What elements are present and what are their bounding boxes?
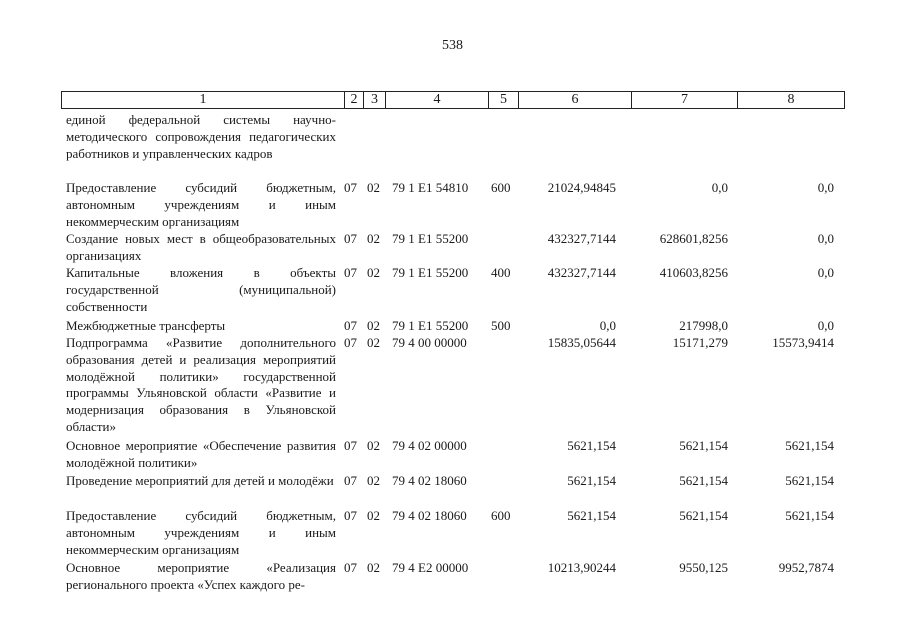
col-header-4: 4: [433, 92, 441, 107]
cell-razdel: 07: [344, 473, 357, 488]
cell-podrazdel: 02: [367, 473, 380, 488]
row-name: Основное мероприятие «Обеспечение развития молодёжной политики»: [66, 438, 336, 470]
row-name: Предоставление субсидий бюджетным, автономным учреждениям и иным некоммерческим организациям: [66, 180, 336, 229]
cell-podrazdel: 02: [367, 180, 380, 195]
row-name: Проведение мероприятий для детей и молодёжи: [66, 473, 334, 488]
cell-amount-1: 432327,7144: [547, 231, 616, 246]
cell-podrazdel: 02: [367, 335, 380, 350]
cell-target-article: 79 4 02 18060: [392, 473, 467, 488]
cell-podrazdel: 02: [367, 438, 380, 453]
cell-amount-2: 5621,154: [679, 438, 728, 453]
cell-expense-type: 600: [491, 180, 511, 195]
page-number: 538: [442, 38, 463, 53]
cell-amount-3: 5621,154: [785, 473, 834, 488]
cell-amount-2: 628601,8256: [659, 231, 728, 246]
cell-amount-1: 5621,154: [567, 508, 616, 523]
cell-amount-1: 10213,90244: [547, 560, 616, 575]
cell-amount-2: 410603,8256: [659, 265, 728, 280]
table-header: [61, 91, 845, 109]
cell-amount-2: 15171,279: [672, 335, 728, 350]
cell-target-article: 79 1 E1 55200: [392, 265, 469, 280]
cell-amount-3: 0,0: [817, 180, 834, 195]
col-header-3: 3: [371, 92, 378, 107]
cell-expense-type: 500: [491, 318, 511, 333]
cell-amount-3: 5621,154: [785, 438, 834, 453]
cell-amount-2: 217998,0: [679, 318, 728, 333]
cell-podrazdel: 02: [367, 231, 380, 246]
cell-target-article: 79 4 E2 00000: [392, 560, 469, 575]
cell-target-article: 79 1 E1 54810: [392, 180, 469, 195]
row-name: Основное мероприятие «Реализация регионального проекта «Успех каждого ре-: [66, 560, 336, 592]
cell-amount-3: 15573,9414: [772, 335, 834, 350]
row-name: единой федеральной системы научно-методического сопровождения педагогических работников и управленческих кадров: [66, 112, 336, 161]
cell-podrazdel: 02: [367, 560, 380, 575]
row-name: Подпрограмма «Развитие дополнительного образования детей и реализация мероприятий молодёжной политики» государственной программы Ульяновской области «Развитие и модернизация образования в Ульяновской области»: [66, 335, 336, 434]
cell-target-article: 79 4 02 18060: [392, 508, 467, 523]
cell-target-article: 79 4 02 00000: [392, 438, 467, 453]
cell-amount-2: 0,0: [711, 180, 728, 195]
cell-razdel: 07: [344, 265, 357, 280]
cell-amount-1: 5621,154: [567, 473, 616, 488]
cell-amount-1: 5621,154: [567, 438, 616, 453]
row-name: Предоставление субсидий бюджетным, автономным учреждениям и иным некоммерческим организациям: [66, 508, 336, 557]
cell-amount-1: 0,0: [599, 318, 616, 333]
cell-razdel: 07: [344, 508, 357, 523]
cell-amount-3: 0,0: [817, 318, 834, 333]
cell-podrazdel: 02: [367, 318, 380, 333]
cell-amount-1: 21024,94845: [547, 180, 616, 195]
row-name: Межбюджетные трансферты: [66, 318, 226, 333]
col-header-6: 6: [571, 92, 579, 107]
cell-expense-type: 600: [491, 508, 511, 523]
cell-amount-3: 0,0: [817, 265, 834, 280]
col-header-5: 5: [500, 92, 507, 107]
col-header-1: 1: [199, 92, 207, 107]
cell-amount-1: 432327,7144: [547, 265, 616, 280]
cell-amount-2: 5621,154: [679, 508, 728, 523]
cell-target-article: 79 1 E1 55200: [392, 231, 469, 246]
cell-razdel: 07: [344, 335, 357, 350]
cell-razdel: 07: [344, 438, 357, 453]
cell-amount-2: 5621,154: [679, 473, 728, 488]
cell-razdel: 07: [344, 231, 357, 246]
cell-podrazdel: 02: [367, 265, 380, 280]
col-header-8: 8: [787, 92, 795, 107]
cell-amount-1: 15835,05644: [547, 335, 616, 350]
col-header-7: 7: [681, 92, 688, 107]
cell-amount-3: 0,0: [817, 231, 834, 246]
cell-target-article: 79 4 00 00000: [392, 335, 467, 350]
row-name: Создание новых мест в общеобразовательных организациях: [66, 231, 336, 263]
cell-razdel: 07: [344, 180, 357, 195]
cell-target-article: 79 1 E1 55200: [392, 318, 469, 333]
cell-expense-type: 400: [491, 265, 511, 280]
cell-amount-3: 9952,7874: [778, 560, 834, 575]
cell-amount-2: 9550,125: [679, 560, 728, 575]
cell-amount-3: 5621,154: [785, 508, 834, 523]
cell-razdel: 07: [344, 318, 357, 333]
col-header-2: 2: [350, 92, 358, 107]
row-name: Капитальные вложения в объекты государственной (муниципальной) собственности: [66, 265, 336, 314]
cell-podrazdel: 02: [367, 508, 380, 523]
cell-razdel: 07: [344, 560, 357, 575]
